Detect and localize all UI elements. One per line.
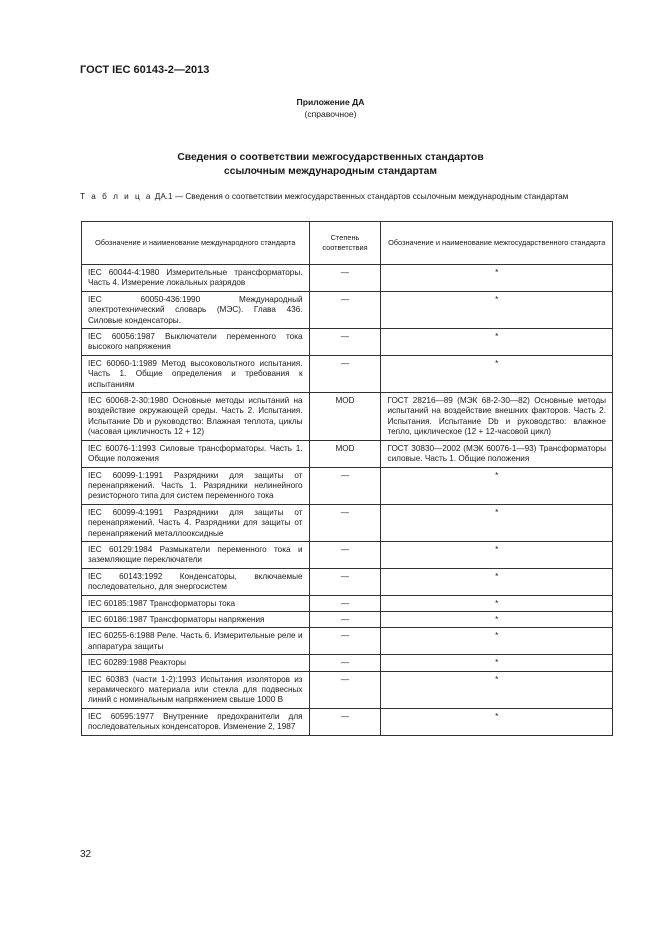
interstate-standard-cell: * xyxy=(381,329,613,356)
interstate-standard-cell: * xyxy=(381,568,613,595)
table-header-row xyxy=(82,222,613,265)
intl-standard-cell: IEC 60099-1:1991 Разрядники для защиты от перенапряжений. Часть 1. Разрядники нелинейного резисторного типа для систем переменного тока xyxy=(82,467,310,504)
interstate-standard-cell: * xyxy=(381,628,613,655)
annex-subtitle: (справочное) xyxy=(304,109,357,119)
degree-cell: — xyxy=(309,655,381,671)
interstate-standard-cell: * xyxy=(381,291,613,328)
degree-cell: — xyxy=(309,504,381,541)
interstate-standard-cell: * xyxy=(381,541,613,568)
interstate-standard-cell: ГОСТ 28216—89 (МЭК 68-2-30—82) Основные методы испытаний на воздействие внешних факторов. Часть 2. Испытания. Испытание Db и руководство: влажное тепло, циклическое (12 + 12-часовой цикл) xyxy=(381,393,613,441)
intl-standard-cell: IEC 60044-4:1980 Измерительные трансформаторы. Часть 4. Измерение локальных разрядов xyxy=(82,265,310,292)
interstate-standard-cell: * xyxy=(381,355,613,392)
intl-standard-cell: IEC 60383 (части 1-2):1993 Испытания изоляторов из керамического материала или стекла для подвесных линий с номинальным напряжением свыше 1000 В xyxy=(82,671,310,708)
intl-standard-cell: IEC 60186:1987 Трансформаторы напряжения xyxy=(82,611,310,627)
table-row xyxy=(82,671,613,708)
table-row xyxy=(82,355,613,392)
annex-title: Приложение ДА xyxy=(296,97,365,107)
interstate-standard-cell: * xyxy=(381,595,613,611)
intl-standard-cell: IEC 60099-4:1991 Разрядники для защиты от перенапряжений. Часть 4. Разрядники для защиты от перенапряжений металлооксидные xyxy=(82,504,310,541)
interstate-standard-cell: ГОСТ 30830—2002 (МЭК 60076-1—93) Трансформаторы силовые. Часть 1. Общие положения xyxy=(381,440,613,467)
interstate-standard-cell: * xyxy=(381,671,613,708)
interstate-standard-cell: * xyxy=(381,467,613,504)
interstate-standard-cell: * xyxy=(381,504,613,541)
table-row xyxy=(82,708,613,735)
degree-cell: — xyxy=(309,541,381,568)
degree-cell: MOD xyxy=(309,440,381,467)
table-row xyxy=(82,393,613,441)
header-interstate-standard: Обозначение и наименование межгосударственного стандарта xyxy=(381,222,613,265)
intl-standard-cell: IEC 60050-436:1990 Международный электротехнический словарь (МЭС). Глава 436. Силовые конденсаторы. xyxy=(82,291,310,328)
correspondence-table xyxy=(81,221,613,736)
table-row xyxy=(82,655,613,671)
header-international-standard: Обозначение и наименование международного стандарта xyxy=(82,222,310,265)
table-row xyxy=(82,595,613,611)
intl-standard-cell: IEC 60255-6:1988 Реле. Часть 6. Измерительные реле и аппаратура защиты xyxy=(82,628,310,655)
degree-cell: — xyxy=(309,595,381,611)
table-row xyxy=(82,611,613,627)
intl-standard-cell: IEC 60143:1992 Конденсаторы, включаемые последовательно, для энергосистем xyxy=(82,568,310,595)
degree-cell: — xyxy=(309,628,381,655)
degree-cell: MOD xyxy=(309,393,381,441)
table-row xyxy=(82,440,613,467)
table-row xyxy=(82,467,613,504)
header-degree-of-correspondence: Степень соответствия xyxy=(309,222,381,265)
intl-standard-cell: IEC 60076-1:1993 Силовые трансформаторы. Часть 1. Общие положения xyxy=(82,440,310,467)
intl-standard-cell: IEC 60060-1:1989 Метод высоковольтного испытания. Часть 1. Общие определения и требования к испытаниям xyxy=(82,355,310,392)
section-title-line-1: Сведения о соответствии межгосударственных стандартов xyxy=(177,152,484,163)
degree-cell: — xyxy=(309,708,381,735)
document-header: ГОСТ IEC 60143-2—2013 xyxy=(80,64,210,76)
table-row xyxy=(82,504,613,541)
interstate-standard-cell: * xyxy=(381,655,613,671)
section-title xyxy=(0,151,661,178)
section-title-line-2: ссылочным международным стандартам xyxy=(224,165,437,177)
table-caption-text: ДА.1 — Сведения о соответствии межгосударственных стандартов ссылочным международным стандартам xyxy=(152,192,569,201)
intl-standard-cell: IEC 60129:1984 Размыкатели переменного тока и заземляющие переключатели xyxy=(82,541,310,568)
degree-cell: — xyxy=(309,291,381,328)
degree-cell: — xyxy=(309,467,381,504)
degree-cell: — xyxy=(309,671,381,708)
table-row xyxy=(82,291,613,328)
table-row xyxy=(82,628,613,655)
degree-cell: — xyxy=(309,611,381,627)
degree-cell: — xyxy=(309,355,381,392)
degree-cell: — xyxy=(309,329,381,356)
table-caption-label: Т а б л и ц а xyxy=(80,192,153,201)
interstate-standard-cell: * xyxy=(381,611,613,627)
intl-standard-cell: IEC 60068-2-30:1980 Основные методы испытаний на воздействие окружающей среды. Часть 2. Испытания. Испытание Db и руководство: Влажная теплота, циклы (часовая цикличность 12 + 12) xyxy=(82,393,310,441)
table-row xyxy=(82,265,613,292)
interstate-standard-cell: * xyxy=(381,708,613,735)
table-row xyxy=(82,568,613,595)
page-number: 32 xyxy=(80,849,92,860)
intl-standard-cell: IEC 60056:1987 Выключатели переменного тока высокого напряжения xyxy=(82,329,310,356)
degree-cell: — xyxy=(309,568,381,595)
intl-standard-cell: IEC 60289:1988 Реакторы xyxy=(82,655,310,671)
table-caption xyxy=(80,191,600,202)
table-row xyxy=(82,541,613,568)
interstate-standard-cell: * xyxy=(381,265,613,292)
intl-standard-cell: IEC 60595:1977 Внутренние предохранители для последовательных конденсаторов. Изменение 2, 1987 xyxy=(82,708,310,735)
degree-cell: — xyxy=(309,265,381,292)
table-row xyxy=(82,329,613,356)
annex-heading xyxy=(0,96,661,120)
intl-standard-cell: IEC 60185:1987 Трансформаторы тока xyxy=(82,595,310,611)
